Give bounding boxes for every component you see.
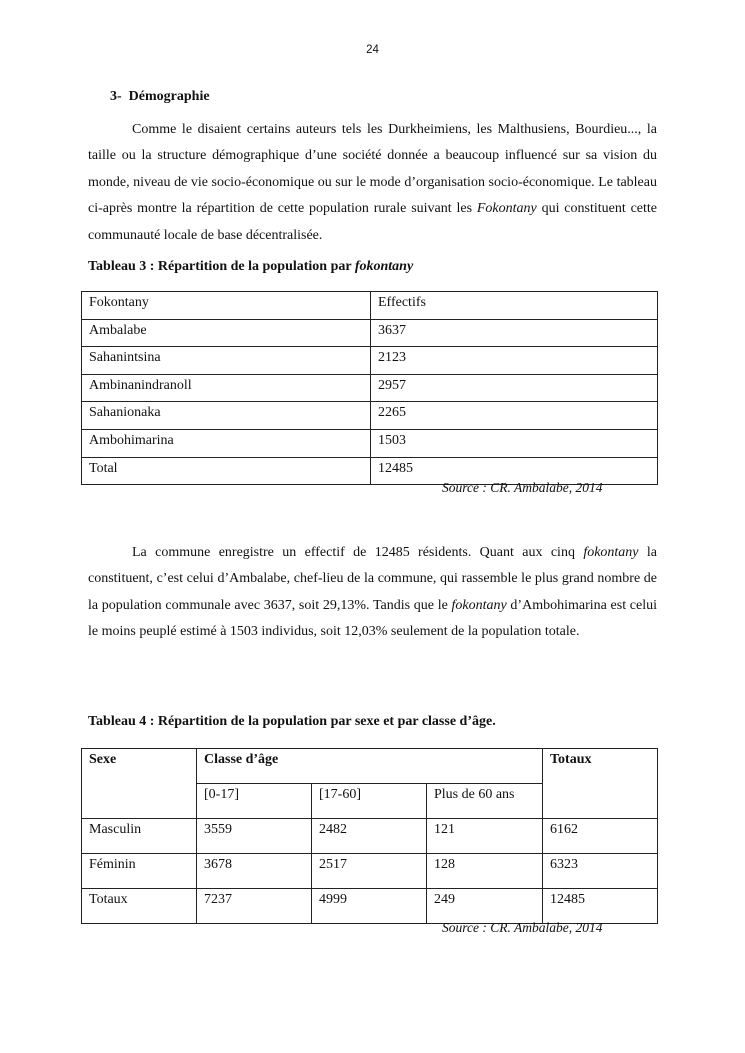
table3-caption-text: Tableau 3 : Répartition de la population par — [88, 259, 355, 274]
table-cell: Masculin — [82, 819, 197, 854]
table-cell: 2957 — [371, 374, 658, 402]
section-title-text: Démographie — [128, 89, 210, 104]
table-cell: 128 — [427, 854, 543, 889]
table-cell: Sahanionaka — [82, 402, 371, 430]
table-header-row — [82, 292, 658, 320]
table-row — [82, 819, 658, 854]
table-row — [82, 347, 658, 375]
table-row — [82, 319, 658, 347]
section-number: 3- — [110, 89, 122, 104]
table-cell: 3637 — [371, 319, 658, 347]
table-row — [82, 889, 658, 924]
page-number: 24 — [366, 44, 379, 56]
table-cell: 121 — [427, 819, 543, 854]
table-cell: Féminin — [82, 854, 197, 889]
table-subheader-cell: [17-60] — [312, 784, 427, 819]
table-subheader-cell: Plus de 60 ans — [427, 784, 543, 819]
table-cell: 249 — [427, 889, 543, 924]
table-header-cell: Effectifs — [371, 292, 658, 320]
table-cell: 2123 — [371, 347, 658, 375]
table-population-by-sex-age — [81, 748, 658, 924]
paragraph1-text-italic: Fokontany — [476, 201, 537, 217]
table-cell: Totaux — [82, 889, 197, 924]
paragraph2-text-italic-b: fokontany — [583, 545, 639, 560]
table-cell: 4999 — [312, 889, 427, 924]
table-subheader-cell: [0-17] — [197, 784, 312, 819]
table4-caption: Tableau 4 : Répartition de la population par sexe et par classe d’âge. — [88, 714, 496, 729]
table-header-cell-classe: Classe d’âge — [197, 749, 543, 784]
table-cell: 12485 — [371, 457, 658, 485]
table4-source: Source : CR. Ambalabe, 2014 — [442, 920, 603, 935]
table-row — [82, 374, 658, 402]
table3-source: Source : CR. Ambalabe, 2014 — [442, 480, 603, 495]
table-population-by-fokontany — [81, 291, 658, 485]
table-cell: Sahanintsina — [82, 347, 371, 375]
table-header-cell-sexe: Sexe — [82, 749, 197, 819]
paragraph1-text-a: Comme le disaient certains auteurs tels les Durkheimiens, les Malthusiens, Bourdieu..., la taille ou la structure démographique d’une société donnée a beaucoup influencé sur sa vision du monde, niveau de vie socio-économique ou sur le mode d’organisation socio-économique. Le tableau ci-après montre la répartition de cette population rurale suivant les — [88, 122, 657, 217]
table-cell: 2517 — [312, 854, 427, 889]
table-cell: 6162 — [543, 819, 658, 854]
table-row — [82, 429, 658, 457]
paragraph2-text-c: la constituent, c’est celui d’Ambalabe, chef-lieu de la commune, qui rassemble le plus grand nombre de la population communale avec 3637, soit 29,13%. Tandis que le — [88, 545, 657, 613]
table-cell: 3559 — [197, 819, 312, 854]
table-cell: Ambalabe — [82, 319, 371, 347]
paragraph-demographie-intro — [88, 117, 657, 249]
table-cell: 2265 — [371, 402, 658, 430]
table-cell: 3678 — [197, 854, 312, 889]
paragraph2-text-italic-d: fokontany — [451, 597, 507, 613]
table3-caption-italic: fokontany — [354, 259, 414, 274]
table-row — [82, 854, 658, 889]
section-title — [110, 89, 210, 105]
table-header-cell: Fokontany — [82, 292, 371, 320]
table-cell: 12485 — [543, 889, 658, 924]
table-row — [82, 402, 658, 430]
table-cell: 1503 — [371, 429, 658, 457]
table-cell: Ambinanindranoll — [82, 374, 371, 402]
table-cell: Ambohimarina — [82, 429, 371, 457]
table-cell: Total — [82, 457, 371, 485]
paragraph2-text-e: d’Ambohimarina est celui le moins peuplé estimé à 1503 individus, soit 12,03% seulement de la population totale. — [88, 597, 657, 640]
table3-caption — [88, 259, 413, 275]
table-header-row — [82, 749, 658, 784]
table-cell: 6323 — [543, 854, 658, 889]
paragraph2-text-a: La commune enregistre un effectif de 12485 résidents. Quant aux cinq — [132, 545, 584, 560]
paragraph-commune-effectif — [88, 540, 657, 646]
table-cell: 7237 — [197, 889, 312, 924]
paragraph1-text-c: qui constituent cette communauté locale de base décentralisée. — [88, 201, 657, 243]
table-cell: 2482 — [312, 819, 427, 854]
table-header-cell-totaux: Totaux — [543, 749, 658, 819]
